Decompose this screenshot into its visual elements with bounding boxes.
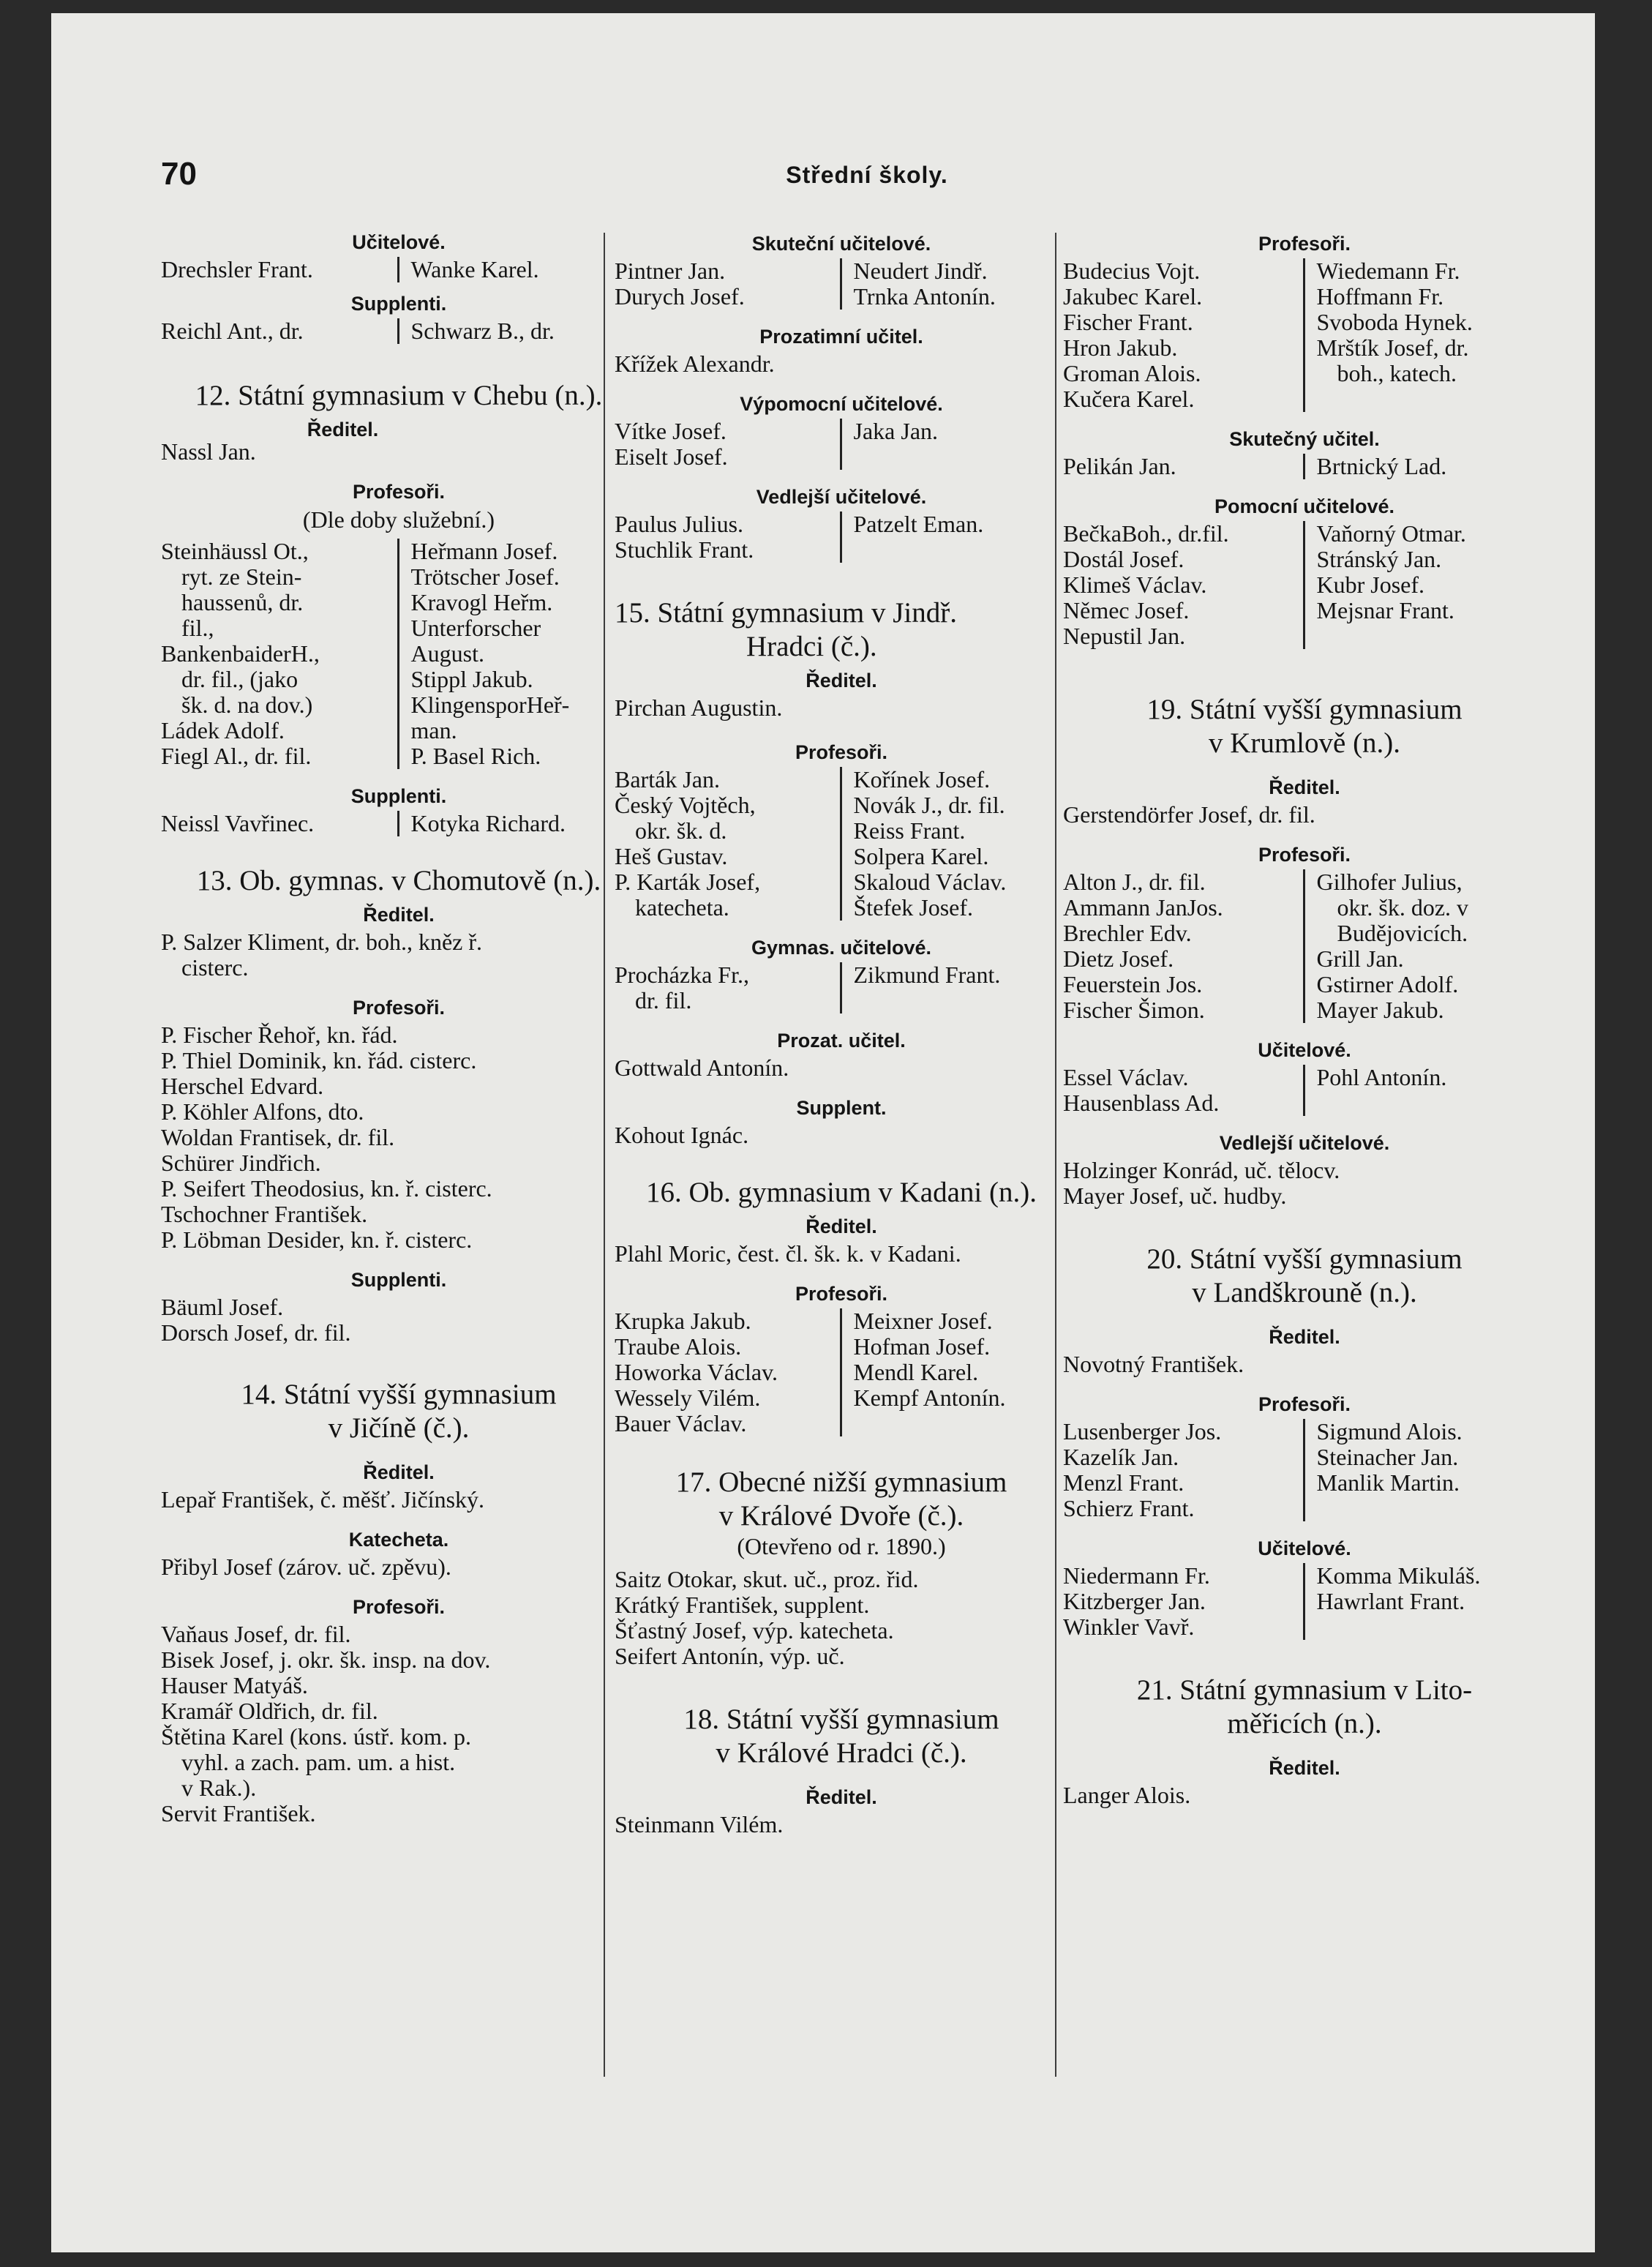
name-entry: Mejsnar Frant. — [1316, 597, 1454, 623]
name-list — [615, 1308, 1068, 1436]
name-entry: Kořínek Josef. — [853, 766, 991, 792]
name-entry: Winkler Vavř. — [1063, 1614, 1195, 1640]
section-heading: Ředitel. — [806, 1215, 877, 1237]
director-name: Langer Alois. — [1063, 1782, 1191, 1808]
name-column-left — [1063, 454, 1303, 479]
school-title-line: 15. Státní gymnasium v Jindř. — [615, 597, 957, 629]
name-column-left — [615, 1308, 840, 1436]
column-2 — [615, 233, 1068, 2179]
name-entry: Hausenblass Ad. — [1063, 1090, 1220, 1116]
name-entry: boh., katech. — [1337, 360, 1457, 386]
name-entry: Mendl Karel. — [853, 1359, 979, 1385]
name-entry: Budějovicích. — [1337, 920, 1468, 946]
name-entry: Hoffmann Fr. — [1316, 283, 1444, 310]
section-heading: Ředitel. — [1269, 776, 1340, 798]
section-heading: Katecheta. — [348, 1529, 449, 1551]
school-title-line: 20. Státní vyšší gymnasium — [1146, 1243, 1463, 1275]
name-entry: Sigmund Alois. — [1316, 1418, 1463, 1444]
section-heading: Vedlejší učitelové. — [756, 486, 927, 508]
name-list — [1063, 454, 1546, 479]
section-heading: Skutečný učitel. — [1229, 428, 1380, 450]
name-entry: Krupka Jakub. — [615, 1308, 751, 1334]
school-title-line: 21. Státní gymnasium v Lito- — [1136, 1674, 1473, 1706]
name-entry: P. Basel Rich. — [410, 743, 541, 769]
name-entry: Traube Alois. — [615, 1333, 742, 1360]
name-entry: Lusenberger Jos. — [1063, 1418, 1222, 1444]
section-heading: Ředitel. — [363, 1461, 435, 1483]
name-column-left — [1063, 258, 1303, 412]
name-entry: dr. fil. — [635, 987, 692, 1013]
section-heading: Výpomocní učitelové. — [740, 393, 943, 415]
name-list — [615, 419, 1068, 470]
name-list — [1063, 1563, 1546, 1640]
name-entry: Štefek Josef. — [853, 894, 974, 921]
name-entry: Tschochner František. — [161, 1201, 368, 1227]
name-entry: Kramář Oldřich, dr. fil. — [161, 1698, 378, 1724]
section-heading: Prozat. učitel. — [777, 1030, 906, 1052]
name-entry: Drechsler Frant. — [161, 256, 313, 282]
section-heading: Profesoři. — [795, 741, 888, 763]
section-heading: Profesoři. — [1258, 1393, 1351, 1415]
name-entry: Bauer Václav. — [615, 1410, 747, 1436]
name-entry: Ammann JanJos. — [1063, 894, 1223, 921]
name-list — [1063, 258, 1546, 412]
name-entry: Alton J., dr. fil. — [1063, 869, 1206, 895]
name-entry: Mayer Jakub. — [1316, 997, 1444, 1023]
name-entry: Wanke Karel. — [410, 256, 539, 282]
name-entry: katecheta. — [635, 894, 729, 921]
name-entry: P. Löbman Desider, kn. ř. cisterc. — [161, 1226, 473, 1253]
name-list — [615, 962, 1068, 1013]
name-column-left — [161, 539, 397, 769]
section-heading: Učitelové. — [352, 231, 446, 253]
director-name: Pirchan Augustin. — [615, 694, 783, 721]
name-entry: Kazelík Jan. — [1063, 1444, 1179, 1470]
page-sheet — [51, 13, 1595, 2252]
school-title — [1063, 1674, 1546, 1741]
name-entry: Schwarz B., dr. — [410, 318, 555, 344]
director-name: Steinmann Vilém. — [615, 1811, 784, 1837]
name-column-right — [840, 512, 1069, 563]
name-entry: Seifert Antonín, výp. uč. — [615, 1643, 845, 1669]
name-entry: Woldan Frantisek, dr. fil. — [161, 1124, 395, 1150]
school-title: 13. Ob. gymnas. v Chomutově (n.). — [196, 865, 601, 896]
name-list — [615, 258, 1068, 310]
name-entry: Bisek Josef, j. okr. šk. insp. na dov. — [161, 1646, 491, 1673]
name-entry: Kučera Karel. — [1063, 386, 1195, 412]
name-entry: Procházka Fr., — [615, 962, 749, 988]
name-entry: Manlik Martin. — [1316, 1469, 1460, 1496]
name-entry: Barták Jan. — [615, 766, 720, 792]
name-entry: BečkaBoh., dr.fil. — [1063, 520, 1229, 547]
school-title-line: v Králové Hradci (č.). — [716, 1737, 967, 1769]
name-entry: Vítke Josef. — [615, 418, 726, 444]
name-entry: Dorsch Josef, dr. fil. — [161, 1319, 351, 1346]
school-title-line: v Králové Dvoře (č.). — [718, 1500, 964, 1532]
section-heading: Prozatimní učitel. — [759, 326, 923, 348]
school-title-line: 17. Obecné nižší gymnasium — [675, 1466, 1007, 1498]
name-entry: Komma Mikuláš. — [1316, 1562, 1481, 1589]
page-header — [161, 156, 1573, 207]
name-entry: Křížek Alexandr. — [615, 351, 775, 377]
name-entry: P. Karták Josef, — [615, 869, 761, 895]
name-column-right — [840, 962, 1069, 1013]
director-name: Novotný František. — [1063, 1351, 1244, 1377]
name-entry: Dostál Josef. — [1063, 546, 1184, 572]
name-entry: Kubr Josef. — [1316, 572, 1425, 598]
name-entry: P. Fischer Řehoř, kn. řád. — [161, 1022, 398, 1048]
name-entry: Stippl Jakub. — [410, 666, 533, 692]
school-title-line: měřicích (n.). — [1227, 1708, 1382, 1739]
name-list — [161, 811, 637, 836]
name-column-right — [1303, 521, 1547, 649]
name-entry: Howorka Václav. — [615, 1359, 778, 1385]
name-entry: Pohl Antonín. — [1316, 1064, 1447, 1090]
name-list — [1063, 1158, 1546, 1209]
name-list — [161, 1022, 637, 1253]
name-list — [615, 351, 1068, 377]
teacher-name: Gottwald Antonín. — [615, 1054, 789, 1081]
name-entry: Brtnický Lad. — [1316, 453, 1447, 479]
name-list — [1063, 1065, 1546, 1116]
name-column-right — [1303, 258, 1547, 412]
name-entry: Stuchlik Frant. — [615, 536, 754, 563]
name-entry: man. — [410, 717, 457, 743]
name-column-left — [1063, 1065, 1303, 1116]
school-title-line: v Jičíně (č.). — [328, 1412, 470, 1444]
name-entry: šk. d. na dov.) — [181, 692, 313, 718]
name-entry: Dietz Josef. — [1063, 945, 1174, 972]
section-heading: Vedlejší učitelové. — [1219, 1132, 1390, 1154]
name-list — [161, 1622, 637, 1826]
section-note: (Dle doby služební.) — [302, 506, 495, 533]
name-column-right — [1303, 454, 1547, 479]
name-entry: Steinhäussl Ot., — [161, 538, 309, 564]
section-heading: Učitelové. — [1258, 1537, 1351, 1559]
section-heading: Ředitel. — [806, 1786, 877, 1808]
name-entry: Kravogl Heřm. — [410, 589, 553, 615]
name-entry: Trötscher Josef. — [410, 563, 560, 590]
name-entry: Vaňorný Otmar. — [1316, 520, 1466, 547]
name-entry: Kempf Antonín. — [853, 1384, 1006, 1411]
name-entry: August. — [410, 640, 484, 667]
name-list — [615, 1567, 1068, 1669]
name-list — [161, 929, 637, 981]
name-entry: Krátký František, supplent. — [615, 1592, 870, 1618]
name-column-left — [1063, 521, 1303, 649]
name-entry: Novák J., dr. fil. — [853, 792, 1005, 818]
name-column-right — [840, 1308, 1069, 1436]
name-entry: Gilhofer Julius, — [1316, 869, 1463, 895]
school-title-line: v Landškrouně (n.). — [1192, 1277, 1417, 1308]
name-entry: Neissl Vavřinec. — [161, 810, 315, 836]
name-list — [1063, 1419, 1546, 1521]
name-entry: Jaka Jan. — [853, 418, 939, 444]
name-column-right — [1303, 1065, 1547, 1116]
name-column-left — [615, 258, 840, 310]
column-1 — [161, 231, 637, 2179]
name-list — [161, 318, 637, 344]
director-name: Gerstendörfer Josef, dr. fil. — [1063, 801, 1315, 828]
school-title — [1063, 693, 1546, 760]
name-entry: haussenů, dr. — [181, 589, 304, 615]
name-entry: Heš Gustav. — [615, 843, 728, 869]
director-name: Plahl Moric, čest. čl. šk. k. v Kadani. — [615, 1240, 961, 1267]
name-list — [1063, 869, 1546, 1023]
school-title-line: 14. Státní vyšší gymnasium — [241, 1379, 557, 1410]
teacher-name: Kohout Ignác. — [615, 1122, 749, 1148]
name-column-right — [397, 257, 637, 282]
school-title — [615, 596, 1068, 664]
section-heading: Ředitel. — [806, 670, 877, 692]
running-title: Střední školy. — [786, 162, 948, 188]
name-entry: Hron Jakub. — [1063, 334, 1178, 361]
name-entry: Niedermann Fr. — [1063, 1562, 1210, 1589]
name-entry: Ládek Adolf. — [161, 717, 285, 743]
name-entry: Meixner Josef. — [853, 1308, 993, 1334]
name-column-right — [1303, 1563, 1547, 1640]
name-entry: Trnka Antonín. — [853, 283, 996, 310]
name-entry: Fiegl Al., dr. fil. — [161, 743, 312, 769]
section-heading: Supplenti. — [350, 293, 447, 315]
name-entry: Gstirner Adolf. — [1316, 971, 1459, 997]
name-list — [1063, 521, 1546, 649]
name-entry: Essel Václav. — [1063, 1064, 1189, 1090]
school-title — [615, 1703, 1068, 1770]
name-entry: Groman Alois. — [1063, 360, 1201, 386]
name-entry: Jakubec Karel. — [1063, 283, 1203, 310]
name-entry: Štětina Karel (kons. ústř. kom. p. — [161, 1723, 471, 1750]
name-entry: Grill Jan. — [1316, 945, 1404, 972]
name-list — [161, 539, 637, 769]
name-entry: P. Salzer Kliment, dr. boh., kněz ř. — [161, 929, 483, 955]
column-3 — [1063, 233, 1546, 2179]
director-block — [161, 419, 637, 465]
name-entry: okr. šk. doz. v — [1337, 894, 1469, 921]
name-entry: fil., — [181, 615, 214, 641]
section-heading: Gymnas. učitelové. — [751, 937, 932, 959]
school-title: 12. Státní gymnasium v Chebu (n.). — [195, 380, 603, 411]
name-entry: Solpera Karel. — [853, 843, 989, 869]
name-entry: Český Vojtěch, — [615, 792, 756, 818]
name-column-right — [1303, 1419, 1547, 1521]
name-entry: P. Thiel Dominik, kn. řád. cisterc. — [161, 1047, 477, 1073]
name-entry: Hofman Josef. — [853, 1333, 991, 1360]
name-entry: Eiselt Josef. — [615, 443, 728, 470]
catechist-name: Přibyl Josef (zárov. uč. zpěvu). — [161, 1554, 451, 1580]
name-entry: Wessely Vilém. — [615, 1384, 761, 1411]
section-heading: Profesoři. — [795, 1283, 888, 1305]
name-entry: Schierz Frant. — [1063, 1495, 1195, 1521]
name-column-left — [615, 767, 840, 921]
name-entry: Pelikán Jan. — [1063, 453, 1176, 479]
name-entry: Schürer Jindřich. — [161, 1150, 321, 1176]
school-title: 16. Ob. gymnasium v Kadani (n.). — [645, 1177, 1037, 1208]
name-entry: Hauser Matyáš. — [161, 1672, 308, 1698]
name-column-right — [397, 318, 637, 344]
name-column-left — [161, 318, 397, 344]
name-list — [615, 767, 1068, 921]
name-list — [161, 1294, 637, 1346]
name-entry: Zikmund Frant. — [853, 962, 1001, 988]
name-entry: Paulus Julius. — [615, 511, 744, 537]
section-heading: Ředitel. — [1269, 1326, 1340, 1348]
name-entry: Saitz Otokar, skut. uč., proz. řid. — [615, 1566, 919, 1592]
section-heading: Supplenti. — [350, 785, 447, 807]
name-entry: vyhl. a zach. pam. um. a hist. — [181, 1749, 456, 1775]
section-heading: Profesoři. — [1258, 844, 1351, 866]
name-entry: Šťastný Josef, výp. katecheta. — [615, 1617, 894, 1644]
name-entry: KlingensporHeř- — [410, 692, 570, 718]
director-name: Lepař František, č. měšť. Jičínský. — [161, 1486, 485, 1513]
name-entry: P. Seifert Theodosius, kn. ř. cisterc. — [161, 1175, 492, 1202]
name-column-left — [1063, 869, 1303, 1023]
name-entry: Patzelt Eman. — [853, 511, 984, 537]
school-title-line: 19. Státní vyšší gymnasium — [1146, 694, 1463, 725]
name-entry: Unterforscher — [410, 615, 541, 641]
name-column-right — [1303, 869, 1547, 1023]
name-entry: Feuerstein Jos. — [1063, 971, 1203, 997]
school-title — [161, 1378, 637, 1445]
name-entry: Pintner Jan. — [615, 258, 726, 284]
section-heading: Profesoři. — [352, 481, 446, 503]
name-entry: Kotyka Richard. — [410, 810, 566, 836]
name-column-left — [161, 257, 397, 282]
name-entry: Menzl Frant. — [1063, 1469, 1184, 1496]
section-heading: Profesoři. — [352, 1596, 446, 1618]
name-column-left — [1063, 1419, 1303, 1521]
name-entry: Fischer Frant. — [1063, 309, 1193, 335]
section-heading: Profesoři. — [1258, 233, 1351, 255]
page-number: 70 — [161, 156, 197, 192]
name-entry: dr. fil., (jako — [181, 666, 299, 692]
name-entry: BankenbaiderH., — [161, 640, 320, 667]
name-entry: cisterc. — [181, 954, 249, 981]
school-title-line: Hradci (č.). — [746, 631, 877, 662]
name-column-left — [615, 419, 840, 470]
name-entry: Brechler Edv. — [1063, 920, 1192, 946]
section-heading: Ředitel. — [1269, 1757, 1340, 1779]
school-title — [615, 1466, 1068, 1533]
name-entry: v Rak.). — [181, 1775, 257, 1801]
name-column-right — [397, 539, 637, 769]
name-column-left — [615, 962, 840, 1013]
name-entry: Mayer Josef, uč. hudby. — [1063, 1183, 1287, 1209]
name-entry: Skaloud Václav. — [853, 869, 1007, 895]
name-entry: Fischer Šimon. — [1063, 997, 1205, 1023]
name-entry: Reichl Ant., dr. — [161, 318, 304, 344]
name-entry: Bäuml Josef. — [161, 1294, 284, 1320]
name-entry: Heřmann Josef. — [410, 538, 558, 564]
name-entry: ryt. ze Stein- — [181, 563, 302, 590]
name-column-right — [840, 419, 1069, 470]
section-heading: Ředitel. — [363, 904, 435, 926]
name-entry: Reiss Frant. — [853, 817, 966, 844]
name-column-left — [615, 512, 840, 563]
name-entry: Nepustil Jan. — [1063, 623, 1186, 649]
name-column-left — [1063, 1563, 1303, 1640]
name-entry: Steinacher Jan. — [1316, 1444, 1459, 1470]
name-column-left — [161, 811, 397, 836]
school-title — [1063, 1243, 1546, 1310]
name-entry: Budecius Vojt. — [1063, 258, 1201, 284]
name-list — [615, 512, 1068, 563]
name-entry: Holzinger Konrád, uč. tělocv. — [1063, 1157, 1340, 1183]
section-heading: Supplent. — [796, 1097, 887, 1119]
name-entry: Svoboda Hynek. — [1316, 309, 1473, 335]
director-name: Nassl Jan. — [161, 438, 256, 465]
name-entry: Mrštík Josef, dr. — [1316, 334, 1469, 361]
section-heading: Skuteční učitelové. — [751, 233, 931, 255]
name-entry: Servit František. — [161, 1800, 316, 1826]
name-entry: Vaňaus Josef, dr. fil. — [161, 1621, 351, 1647]
name-column-right — [840, 767, 1069, 921]
section-heading: Profesoři. — [352, 997, 446, 1019]
name-column-right — [840, 258, 1069, 310]
section-heading: Učitelové. — [1258, 1039, 1351, 1061]
name-entry: Wiedemann Fr. — [1316, 258, 1460, 284]
section-note: (Otevřeno od r. 1890.) — [737, 1533, 946, 1559]
name-list — [161, 257, 637, 282]
name-entry: Němec Josef. — [1063, 597, 1190, 623]
section-heading: Ředitel. — [307, 419, 379, 441]
name-entry: P. Köhler Alfons, dto. — [161, 1098, 364, 1125]
name-column-right — [397, 811, 637, 836]
name-entry: Hawrlant Frant. — [1316, 1588, 1465, 1614]
name-entry: Neudert Jindř. — [853, 258, 988, 284]
name-entry: Stránský Jan. — [1316, 546, 1442, 572]
name-entry: okr. šk. d. — [635, 817, 727, 844]
section-heading: Pomocní učitelové. — [1214, 495, 1395, 517]
name-entry: Kitzberger Jan. — [1063, 1588, 1206, 1614]
name-entry: Durych Josef. — [615, 283, 745, 310]
name-entry: Klimeš Václav. — [1063, 572, 1207, 598]
school-title-line: v Krumlově (n.). — [1208, 727, 1401, 759]
name-entry: Herschel Edvard. — [161, 1073, 324, 1099]
school-title-line: 18. Státní vyšší gymnasium — [683, 1704, 999, 1735]
section-heading: Supplenti. — [350, 1269, 447, 1291]
